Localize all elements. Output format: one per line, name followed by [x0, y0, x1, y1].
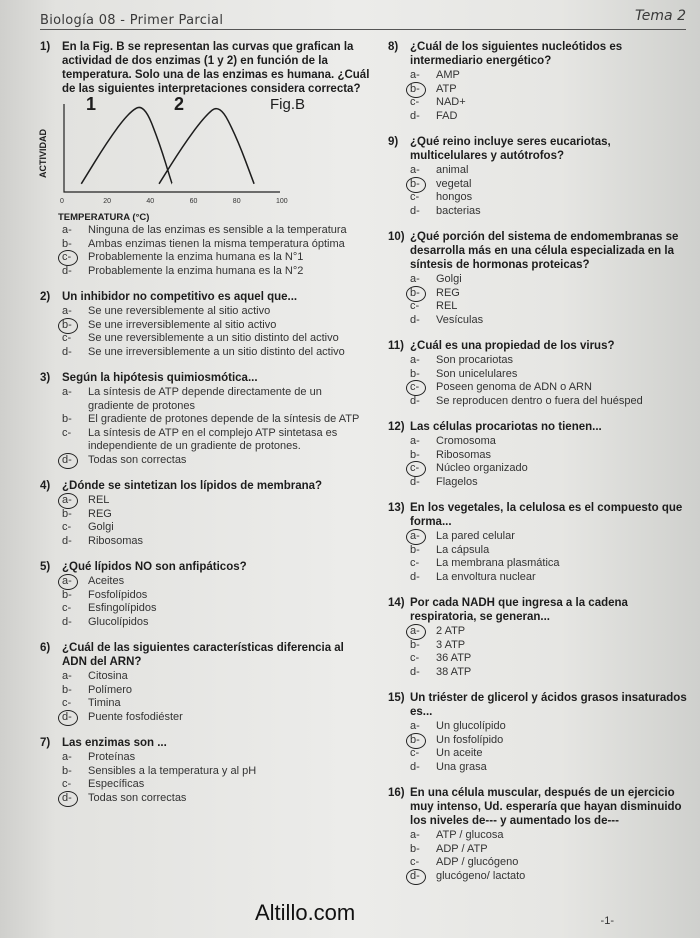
answer-option[interactable] [410, 368, 688, 382]
answer-text: La síntesis de ATP en el complejo ATP sintetasa es independiente de un gradiente de protones. [88, 426, 338, 452]
answer-option[interactable] [410, 191, 688, 205]
answer-option[interactable] [410, 69, 688, 83]
answer-letter: b- [62, 237, 72, 250]
answer-text: La membrana plasmática [436, 557, 560, 569]
question-text: ¿Qué porción del sistema de endomembranas se desarrolla más en una célula especializada en la síntesis de hormonas proteicas? [410, 231, 679, 271]
answer-text: Esfingolípidos [88, 602, 157, 614]
answer-text: REG [436, 286, 460, 299]
question-text: Según la hipótesis quimiosmótica... [62, 372, 258, 384]
answer-options [410, 720, 688, 774]
answer-text: vegetal [436, 177, 472, 190]
answer-option[interactable] [62, 238, 370, 252]
answer-letter: a- [410, 435, 420, 447]
answer-option[interactable] [410, 544, 688, 558]
answer-text: REG [88, 507, 112, 520]
answer-text: La síntesis de ATP depende directamente de un gradiente de protones [88, 386, 322, 412]
answer-letter: b- [410, 367, 420, 380]
answer-option[interactable] [62, 265, 370, 279]
answer-options [62, 386, 370, 467]
answer-text: Glucolípidos [88, 615, 149, 628]
question-14 [388, 596, 688, 679]
answer-text: Ribosomas [436, 448, 492, 461]
exam-version: Tema 2 [634, 8, 686, 24]
circled-answer-letter: c- [410, 381, 436, 395]
question-text: ¿Qué lípidos NO son anfipáticos? [62, 561, 247, 573]
answer-text: Específicas [88, 778, 145, 790]
question-text: ¿Cuál de los siguientes nucleótidos es intermediario energético? [410, 41, 623, 67]
answer-option[interactable] [62, 454, 370, 468]
answer-letter: a- [62, 670, 72, 682]
question-number: 15) [388, 692, 405, 704]
answer-letter: c- [62, 521, 72, 533]
question-number: 12) [388, 421, 405, 433]
answer-option[interactable] [62, 413, 370, 427]
answer-option[interactable] [62, 251, 370, 265]
answer-letter: c- [62, 426, 72, 439]
question-text: Las células procariotas no tienen... [410, 421, 602, 433]
header-divider [40, 29, 686, 30]
question-8 [388, 40, 688, 123]
question-stem [388, 786, 688, 828]
answer-option[interactable] [410, 354, 688, 368]
question-12 [388, 420, 688, 489]
answer-options [62, 751, 370, 805]
answer-option[interactable] [62, 521, 370, 535]
answer-letter: b- [410, 842, 420, 855]
answer-option[interactable] [410, 476, 688, 490]
answer-option[interactable] [62, 305, 370, 319]
answer-option[interactable] [62, 494, 370, 508]
answer-text: 2 ATP [436, 625, 466, 637]
answer-option[interactable] [410, 381, 688, 395]
answer-text: Un aceite [436, 747, 483, 759]
answer-letter: a- [410, 273, 420, 285]
question-number: 4) [40, 480, 51, 492]
x-tick-label: 80 [232, 198, 241, 205]
question-text: Un triéster de glicerol y ácidos grasos insaturados es... [410, 692, 687, 718]
question-stem [388, 420, 688, 434]
answer-text: La pared celular [436, 530, 515, 542]
answer-letter: a- [62, 224, 72, 236]
answer-option[interactable] [410, 639, 688, 653]
answer-options [410, 273, 688, 327]
answer-option[interactable] [410, 761, 688, 775]
answer-letter: d- [62, 345, 72, 358]
answer-letter: a- [410, 354, 420, 366]
answer-text: Se reproducen dentro o fuera del huésped [436, 394, 643, 407]
answer-text: Ribosomas [88, 534, 144, 547]
question-number: 3) [40, 372, 51, 384]
circled-answer-letter: b- [410, 83, 436, 97]
answer-text: ATP / glucosa [436, 829, 504, 841]
question-number: 11) [388, 340, 404, 352]
question-text: ¿Dónde se sintetizan los lípidos de membrana? [62, 480, 323, 492]
x-axis-label: TEMPERATURA (°C) [58, 212, 150, 223]
left-column [40, 40, 370, 817]
curve-1-label: 1 [86, 94, 97, 114]
answer-text: La envoltura nuclear [436, 570, 536, 583]
question-text: Por cada NADH que ingresa a la cadena respiratoria, se generan... [410, 597, 628, 623]
answer-option[interactable] [410, 449, 688, 463]
answer-letter: b- [410, 543, 420, 556]
answer-option[interactable] [62, 319, 370, 333]
answer-text: NAD+ [436, 96, 466, 108]
question-number: 10) [388, 231, 405, 243]
answer-letter: b- [62, 507, 72, 520]
answer-letter: c- [62, 697, 72, 709]
answer-option[interactable] [62, 346, 370, 360]
circled-answer-letter: b- [410, 287, 436, 301]
answer-letter: d- [410, 475, 420, 488]
answer-letter: d- [410, 204, 420, 217]
answer-options [62, 224, 370, 278]
question-stem [40, 641, 370, 669]
answer-option[interactable] [410, 273, 688, 287]
answer-option[interactable] [62, 616, 370, 630]
answer-option[interactable] [62, 224, 370, 238]
answer-text: Polímero [88, 683, 133, 696]
answer-text: bacterias [436, 204, 481, 217]
figure-b [38, 94, 370, 223]
question-stem [40, 479, 370, 493]
answer-letter: a- [410, 164, 420, 176]
answer-letter: c- [410, 747, 420, 759]
question-number: 14) [388, 597, 405, 609]
answer-text: Ninguna de las enzimas es sensible a la temperatura [88, 224, 347, 236]
answer-option[interactable] [410, 300, 688, 314]
answer-letter: a- [62, 305, 72, 317]
answer-text: Se une reversiblemente al sitio activo [88, 305, 271, 317]
x-tick-label: 20 [103, 198, 111, 205]
chart-svg [50, 100, 288, 206]
circled-answer-letter: a- [410, 625, 436, 639]
answer-text: Una grasa [436, 760, 487, 773]
answer-options [62, 575, 370, 629]
answer-letter: b- [62, 683, 72, 696]
x-tick-label: 100 [276, 198, 288, 205]
question-stem [388, 691, 688, 719]
answer-option[interactable] [410, 287, 688, 301]
answer-letter: d- [62, 534, 72, 547]
answer-option[interactable] [62, 508, 370, 522]
answer-letter: c- [62, 602, 72, 614]
answer-text: glucógeno/ lactato [436, 869, 526, 882]
question-stem [388, 596, 688, 624]
answer-letter: a- [410, 69, 420, 81]
answer-text: Flagelos [436, 475, 478, 488]
answer-option[interactable] [62, 332, 370, 346]
answer-text: ADP / glucógeno [436, 856, 519, 868]
figure-label: Fig.B [270, 96, 306, 113]
answer-options [410, 829, 688, 883]
answer-letter: c- [410, 96, 420, 108]
answer-letter: c- [410, 300, 420, 312]
answer-option[interactable] [410, 720, 688, 734]
site-watermark: Altillo.com [255, 900, 356, 925]
answer-letter: c- [62, 332, 72, 344]
answer-text: ADP / ATP [436, 842, 488, 855]
answer-letter: d- [410, 109, 420, 122]
answer-letter: a- [62, 751, 72, 763]
answer-text: Citosina [88, 670, 128, 682]
answer-text: Cromosoma [436, 435, 496, 447]
circled-answer-letter: c- [62, 251, 88, 265]
answer-letter: d- [62, 264, 72, 277]
x-tick-label: 0 [60, 198, 64, 205]
answer-text: REL [88, 494, 110, 506]
question-text: Un inhibidor no competitivo es aquel que... [62, 291, 298, 303]
question-5 [40, 560, 370, 629]
answer-options [410, 69, 688, 123]
answer-option[interactable] [410, 747, 688, 761]
question-stem [40, 290, 370, 304]
answer-options [62, 494, 370, 548]
series-line-1 [81, 107, 172, 183]
answer-letter: b- [62, 764, 72, 777]
answer-letter: b- [62, 588, 72, 601]
answer-text: 3 ATP [436, 638, 466, 651]
question-number: 6) [40, 642, 51, 654]
question-number: 2) [40, 291, 51, 303]
answer-option[interactable] [62, 684, 370, 698]
question-stem [40, 560, 370, 574]
question-2 [40, 290, 370, 359]
answer-text: animal [436, 164, 469, 176]
question-9 [388, 135, 688, 218]
answer-letter: c- [410, 191, 420, 203]
question-text: ¿Cuál de las siguientes características diferencia al ADN del ARN? [62, 642, 344, 668]
answer-text: Probablemente la enzima humana es la N°1 [88, 251, 304, 263]
answer-option[interactable] [410, 164, 688, 178]
answer-letter: a- [410, 720, 420, 732]
answer-text: Un glucolípido [436, 720, 506, 732]
answer-option[interactable] [62, 670, 370, 684]
answer-letter: d- [410, 394, 420, 407]
answer-letter: d- [62, 615, 72, 628]
circled-answer-letter: b- [410, 178, 436, 192]
answer-text: Se une reversiblemente a un sitio distinto del activo [88, 332, 339, 344]
answer-option[interactable] [62, 535, 370, 549]
circled-answer-letter: a- [410, 530, 436, 544]
chart-axes [64, 104, 280, 192]
question-6 [40, 641, 370, 724]
question-stem [388, 135, 688, 163]
question-number: 9) [388, 136, 399, 148]
answer-text: Se une irreversiblemente al sitio activo [88, 318, 277, 331]
answer-letter: a- [62, 386, 72, 398]
question-4 [40, 479, 370, 548]
answer-option[interactable] [62, 602, 370, 616]
answer-option[interactable] [410, 843, 688, 857]
answer-text: Probablemente la enzima humana es la N°2 [88, 264, 304, 277]
answer-letter: b- [410, 638, 420, 651]
answer-option[interactable] [410, 530, 688, 544]
answer-option[interactable] [410, 829, 688, 843]
series-line-2 [159, 109, 254, 184]
answer-option[interactable] [410, 462, 688, 476]
question-text: ¿Cuál es una propiedad de los virus? [410, 340, 615, 352]
answer-option[interactable] [62, 589, 370, 603]
question-16 [388, 786, 688, 883]
question-7 [40, 736, 370, 805]
circled-answer-letter: d- [410, 870, 436, 884]
circled-answer-letter: c- [410, 462, 436, 476]
question-15 [388, 691, 688, 774]
answer-text: Aceites [88, 575, 125, 587]
circled-answer-letter: b- [410, 734, 436, 748]
answer-option[interactable] [62, 765, 370, 779]
x-tick-label: 40 [146, 198, 155, 205]
answer-letter: c- [410, 856, 420, 868]
answer-letter: a- [410, 829, 420, 841]
answer-letter: b- [410, 448, 420, 461]
answer-option[interactable] [410, 435, 688, 449]
answer-letter: d- [410, 570, 420, 583]
answer-letter: d- [410, 665, 420, 678]
answer-text: Se une irreversiblemente a un sitio distinto del activo [88, 345, 345, 358]
x-tick-label: 60 [189, 198, 198, 205]
answer-option[interactable] [410, 557, 688, 571]
answer-option[interactable] [62, 575, 370, 589]
question-3 [40, 371, 370, 467]
answer-option[interactable] [62, 751, 370, 765]
answer-text: Puente fosfodiéster [88, 710, 183, 723]
question-13 [388, 501, 688, 584]
answer-text: Son procariotas [436, 354, 514, 366]
question-text: ¿Qué reino incluye seres eucariotas, multicelulares y autótrofos? [410, 136, 611, 162]
question-text: En una célula muscular, después de un ejercicio muy intenso, Ud. esperaría que hayan disminuido los niveles de--- y aumentado los de--- [410, 787, 682, 827]
answer-option[interactable] [62, 778, 370, 792]
circled-answer-letter: d- [62, 454, 88, 468]
answer-option[interactable] [410, 652, 688, 666]
answer-text: Fosfolípidos [88, 588, 148, 601]
answer-letter: c- [410, 652, 420, 664]
right-column [388, 40, 688, 895]
answer-text: hongos [436, 191, 473, 203]
answer-text: Poseen genoma de ADN o ARN [436, 381, 592, 393]
circled-answer-letter: a- [62, 575, 88, 589]
answer-options [410, 530, 688, 584]
answer-options [62, 670, 370, 724]
question-stem [388, 40, 688, 68]
answer-text: AMP [436, 69, 460, 81]
answer-text: REL [436, 300, 458, 312]
answer-option[interactable] [62, 386, 370, 413]
answer-text: Ambas enzimas tienen la misma temperatura óptima [88, 237, 345, 250]
question-text: Las enzimas son ... [62, 737, 167, 749]
answer-option[interactable] [410, 625, 688, 639]
answer-letter: d- [410, 760, 420, 773]
answer-text: 38 ATP [436, 665, 472, 678]
question-number: 5) [40, 561, 51, 573]
answer-text: Sensibles a la temperatura y al pH [88, 764, 257, 777]
answer-option[interactable] [410, 856, 688, 870]
circled-answer-letter: d- [62, 792, 88, 806]
question-1 [40, 40, 370, 278]
answer-text: Un fosfolípido [436, 733, 504, 746]
answer-option[interactable] [410, 314, 688, 328]
question-10 [388, 230, 688, 327]
answer-text: 36 ATP [436, 652, 472, 664]
answer-option[interactable] [410, 83, 688, 97]
activity-chart [38, 94, 310, 210]
curve-2-label: 2 [174, 94, 185, 114]
answer-option[interactable] [62, 711, 370, 725]
answer-option[interactable] [410, 110, 688, 124]
answer-options [410, 164, 688, 218]
question-stem [388, 501, 688, 529]
question-stem [388, 339, 688, 353]
answer-text: Todas son correctas [88, 791, 187, 804]
question-number: 1) [40, 41, 51, 53]
answer-option[interactable] [410, 205, 688, 219]
answer-options [410, 625, 688, 679]
question-number: 16) [388, 787, 405, 799]
answer-option[interactable] [410, 96, 688, 110]
answer-option[interactable] [62, 792, 370, 806]
answer-option[interactable] [410, 178, 688, 192]
answer-letter: b- [62, 413, 72, 425]
exam-title: Biología 08 - Primer Parcial [40, 13, 224, 28]
answer-letter: c- [410, 557, 420, 569]
question-stem [388, 230, 688, 272]
question-stem [40, 371, 370, 385]
question-stem [40, 736, 370, 750]
question-stem [40, 40, 370, 96]
answer-text: Núcleo organizado [436, 462, 528, 474]
question-number: 7) [40, 737, 51, 749]
question-number: 13) [388, 502, 405, 514]
answer-options [410, 435, 688, 489]
answer-option[interactable] [410, 571, 688, 585]
question-11 [388, 339, 688, 408]
answer-text: Todas son correctas [88, 453, 187, 466]
answer-option[interactable] [410, 734, 688, 748]
answer-option[interactable] [62, 427, 370, 454]
circled-answer-letter: a- [62, 494, 88, 508]
answer-options [410, 354, 688, 408]
answer-options [62, 305, 370, 359]
answer-text: Timina [88, 697, 121, 709]
answer-text: El gradiente de protones depende de la síntesis de ATP [88, 413, 360, 425]
circled-answer-letter: d- [62, 711, 88, 725]
answer-option[interactable] [62, 697, 370, 711]
circled-answer-letter: b- [62, 319, 88, 333]
answer-text: Proteínas [88, 751, 136, 763]
answer-text: Golgi [88, 521, 114, 533]
page-number: -1- [600, 915, 614, 927]
answer-text: ATP [436, 82, 457, 95]
question-text: En la Fig. B se representan las curvas que grafican la actividad de dos enzimas (1 y 2) en función de la temperatura. Solo una de las enzimas es humana. ¿Cuál de las siguientes interpretaciones considera correcta? [62, 41, 370, 95]
question-text: En los vegetales, la celulosa es el compuesto que forma... [410, 502, 683, 528]
answer-option[interactable] [410, 395, 688, 409]
answer-letter: d- [410, 313, 420, 326]
answer-text: FAD [436, 109, 458, 122]
answer-text: Son unicelulares [436, 367, 518, 380]
answer-text: Golgi [436, 273, 462, 285]
y-axis-label: ACTIVIDAD [38, 129, 48, 178]
answer-text: Vesículas [436, 313, 484, 326]
answer-text: La cápsula [436, 543, 490, 556]
answer-option[interactable] [410, 870, 688, 884]
answer-option[interactable] [410, 666, 688, 680]
answer-letter: c- [62, 778, 72, 790]
question-number: 8) [388, 41, 399, 53]
